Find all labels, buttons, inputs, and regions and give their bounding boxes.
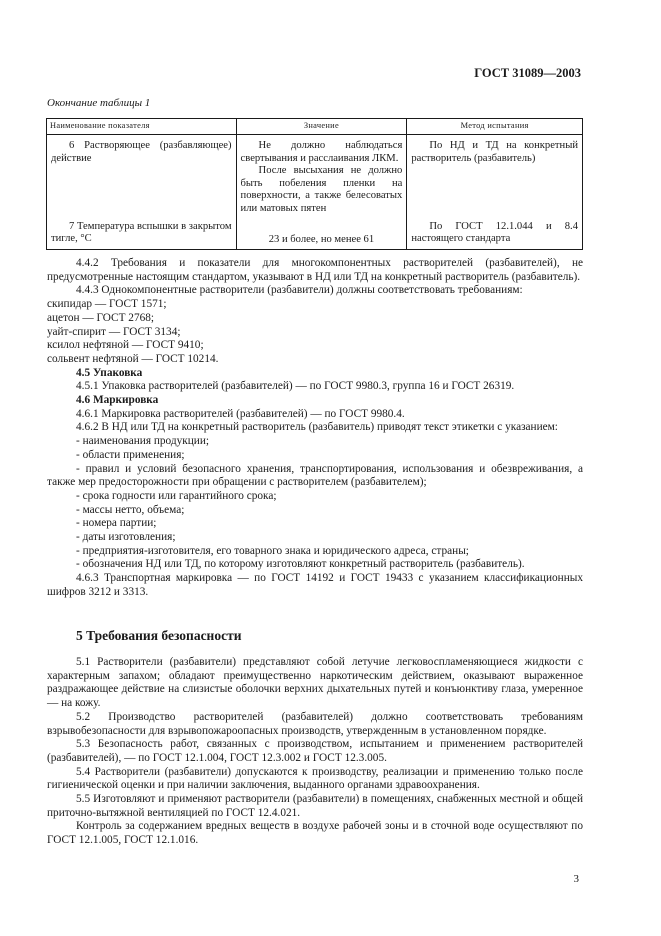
page-number: 3 — [573, 873, 579, 885]
list-item: ксилол нефтяной — ГОСТ 9410; — [47, 339, 204, 352]
list-item: - массы нетто, объема; — [76, 503, 185, 516]
cell-value-line: После высыхания не должно быть побеления пленки на поверхности, а также белесоватых или матовых пятен — [240, 165, 403, 214]
list-item: ацетон — ГОСТ 2768; — [47, 311, 155, 324]
table-header-row — [47, 119, 583, 135]
paragraph-4-6-2: 4.6.2 В НД или ТД на конкретный растворитель (разбавитель) приводят текст этикетки с указанием: — [76, 421, 558, 434]
paragraph-5-3: 5.3 Безопасность работ, связанных с производством, испытанием и применением растворителей (разбавителей), — по ГОСТ 12.1.004, ГОСТ 12.3.002 и ГОСТ 12.3.005. — [47, 738, 583, 764]
paragraph-4-6-3: 4.6.3 Транспортная маркировка — по ГОСТ 14192 и ГОСТ 19433 с указанием классификационных шифров 3212 и 3313. — [47, 572, 583, 598]
cell-method: По НД и ТД на конкретный растворитель (разбавитель) — [411, 140, 578, 164]
paragraph-5-6: Контроль за содержанием вредных веществ в воздухе рабочей зоны и в сточной воде осуществляют по ГОСТ 12.1.005, ГОСТ 12.1.016. — [47, 820, 583, 847]
list-item: - срока годности или гарантийного срока; — [76, 489, 277, 502]
list-item: - обозначения НД или ТД, по которому изготовляют конкретный растворитель (разбавитель). — [76, 558, 525, 571]
column-header-parameter: Наименование показателя — [47, 119, 237, 135]
cell-value-line: 23 и более, но менее 61 — [268, 233, 375, 245]
table-row — [47, 216, 583, 250]
paragraph-5-2: 5.2 Производство растворителей (разбавителей) должно соответствовать требованиям взрывобезопасности для взрывопожароопасных производств, утвержденным в установленном порядке. — [47, 710, 583, 737]
table-row — [47, 135, 583, 216]
document-header-standard: ГОСТ 31089—2003 — [474, 66, 581, 80]
list-item: - предприятия-изготовителя, его товарного знака и юридического адреса, страны; — [76, 544, 469, 557]
table-caption: Окончание таблицы 1 — [47, 97, 151, 109]
list-item: скипидар — ГОСТ 1571; — [47, 298, 167, 311]
paragraph-4-4-3: 4.4.3 Однокомпонентные растворители (разбавители) должны соответствовать требованиям: — [76, 284, 523, 297]
list-item: уайт-спирит — ГОСТ 3134; — [47, 325, 181, 338]
list-item: - даты изготовления; — [76, 531, 176, 544]
paragraph-4-5-1: 4.5.1 Упаковка растворителей (разбавителей) — по ГОСТ 9980.3, группа 16 и ГОСТ 26319. — [76, 380, 515, 393]
subheading-packaging: 4.5 Упаковка — [76, 366, 143, 379]
cell-parameter-name: 6 Растворяющее (разбавляющее) действие — [51, 140, 232, 164]
section-5-title: 5 Требования безопасности — [76, 628, 242, 643]
list-item: сольвент нефтяной — ГОСТ 10214. — [47, 352, 219, 365]
subheading-marking: 4.6 Маркировка — [76, 394, 159, 407]
specification-table — [46, 118, 583, 250]
paragraph-5-5: 5.5 Изготовляют и применяют растворители (разбавители) в помещениях, снабженных местной и общей приточно-вытяжной вентиляцией по ГОСТ 12.4.021. — [47, 793, 583, 819]
list-item: - области применения; — [76, 448, 185, 461]
cell-parameter-name: 7 Температура вспышки в закрытом тигле, °С — [51, 220, 232, 245]
cell-value-line: Не должно наблюдаться свертывания и расслаивания ЛКМ. — [240, 140, 403, 164]
paragraph-4-4-2: 4.4.2 Требования и показатели для многокомпонентных растворителей (разбавителей), не предусмотренные настоящим стандартом, указывают в НД или ТД на конкретный растворитель (разбавитель). — [47, 257, 583, 283]
list-item: - правил и условий безопасного хранения, транспортирования, использования и обезвреживания, а также мер предосторожности при обращении с растворителем (разбавителем); — [47, 462, 583, 489]
column-header-value: Значение — [236, 119, 407, 135]
paragraph-4-6-1: 4.6.1 Маркировка растворителей (разбавителей) — по ГОСТ 9980.4. — [76, 407, 405, 420]
section-4-body — [47, 257, 583, 600]
paragraph-5-1: 5.1 Растворители (разбавители) представляют собой летучие легковоспламеняющиеся жидкости с характерным запахом; обладают преимущественно наркотическим действием, оказывают выраженное раздражающее действие на слизистые оболочки верхних дыхательных путей и конъюнктиву глаза, умеренное — на кожу. — [47, 656, 583, 710]
section-5-body — [47, 656, 583, 848]
paragraph-5-4: 5.4 Растворители (разбавители) допускаются к производству, реализации и применению только после гигиенической оценки и при наличии заключения, выданного органами здравоохранения. — [47, 765, 583, 792]
cell-method: По ГОСТ 12.1.044 и 8.4 настоящего стандарта — [411, 220, 578, 245]
list-item: - номера партии; — [76, 517, 157, 530]
list-item: - наименования продукции; — [76, 435, 210, 448]
column-header-method: Метод испытания — [407, 119, 583, 135]
